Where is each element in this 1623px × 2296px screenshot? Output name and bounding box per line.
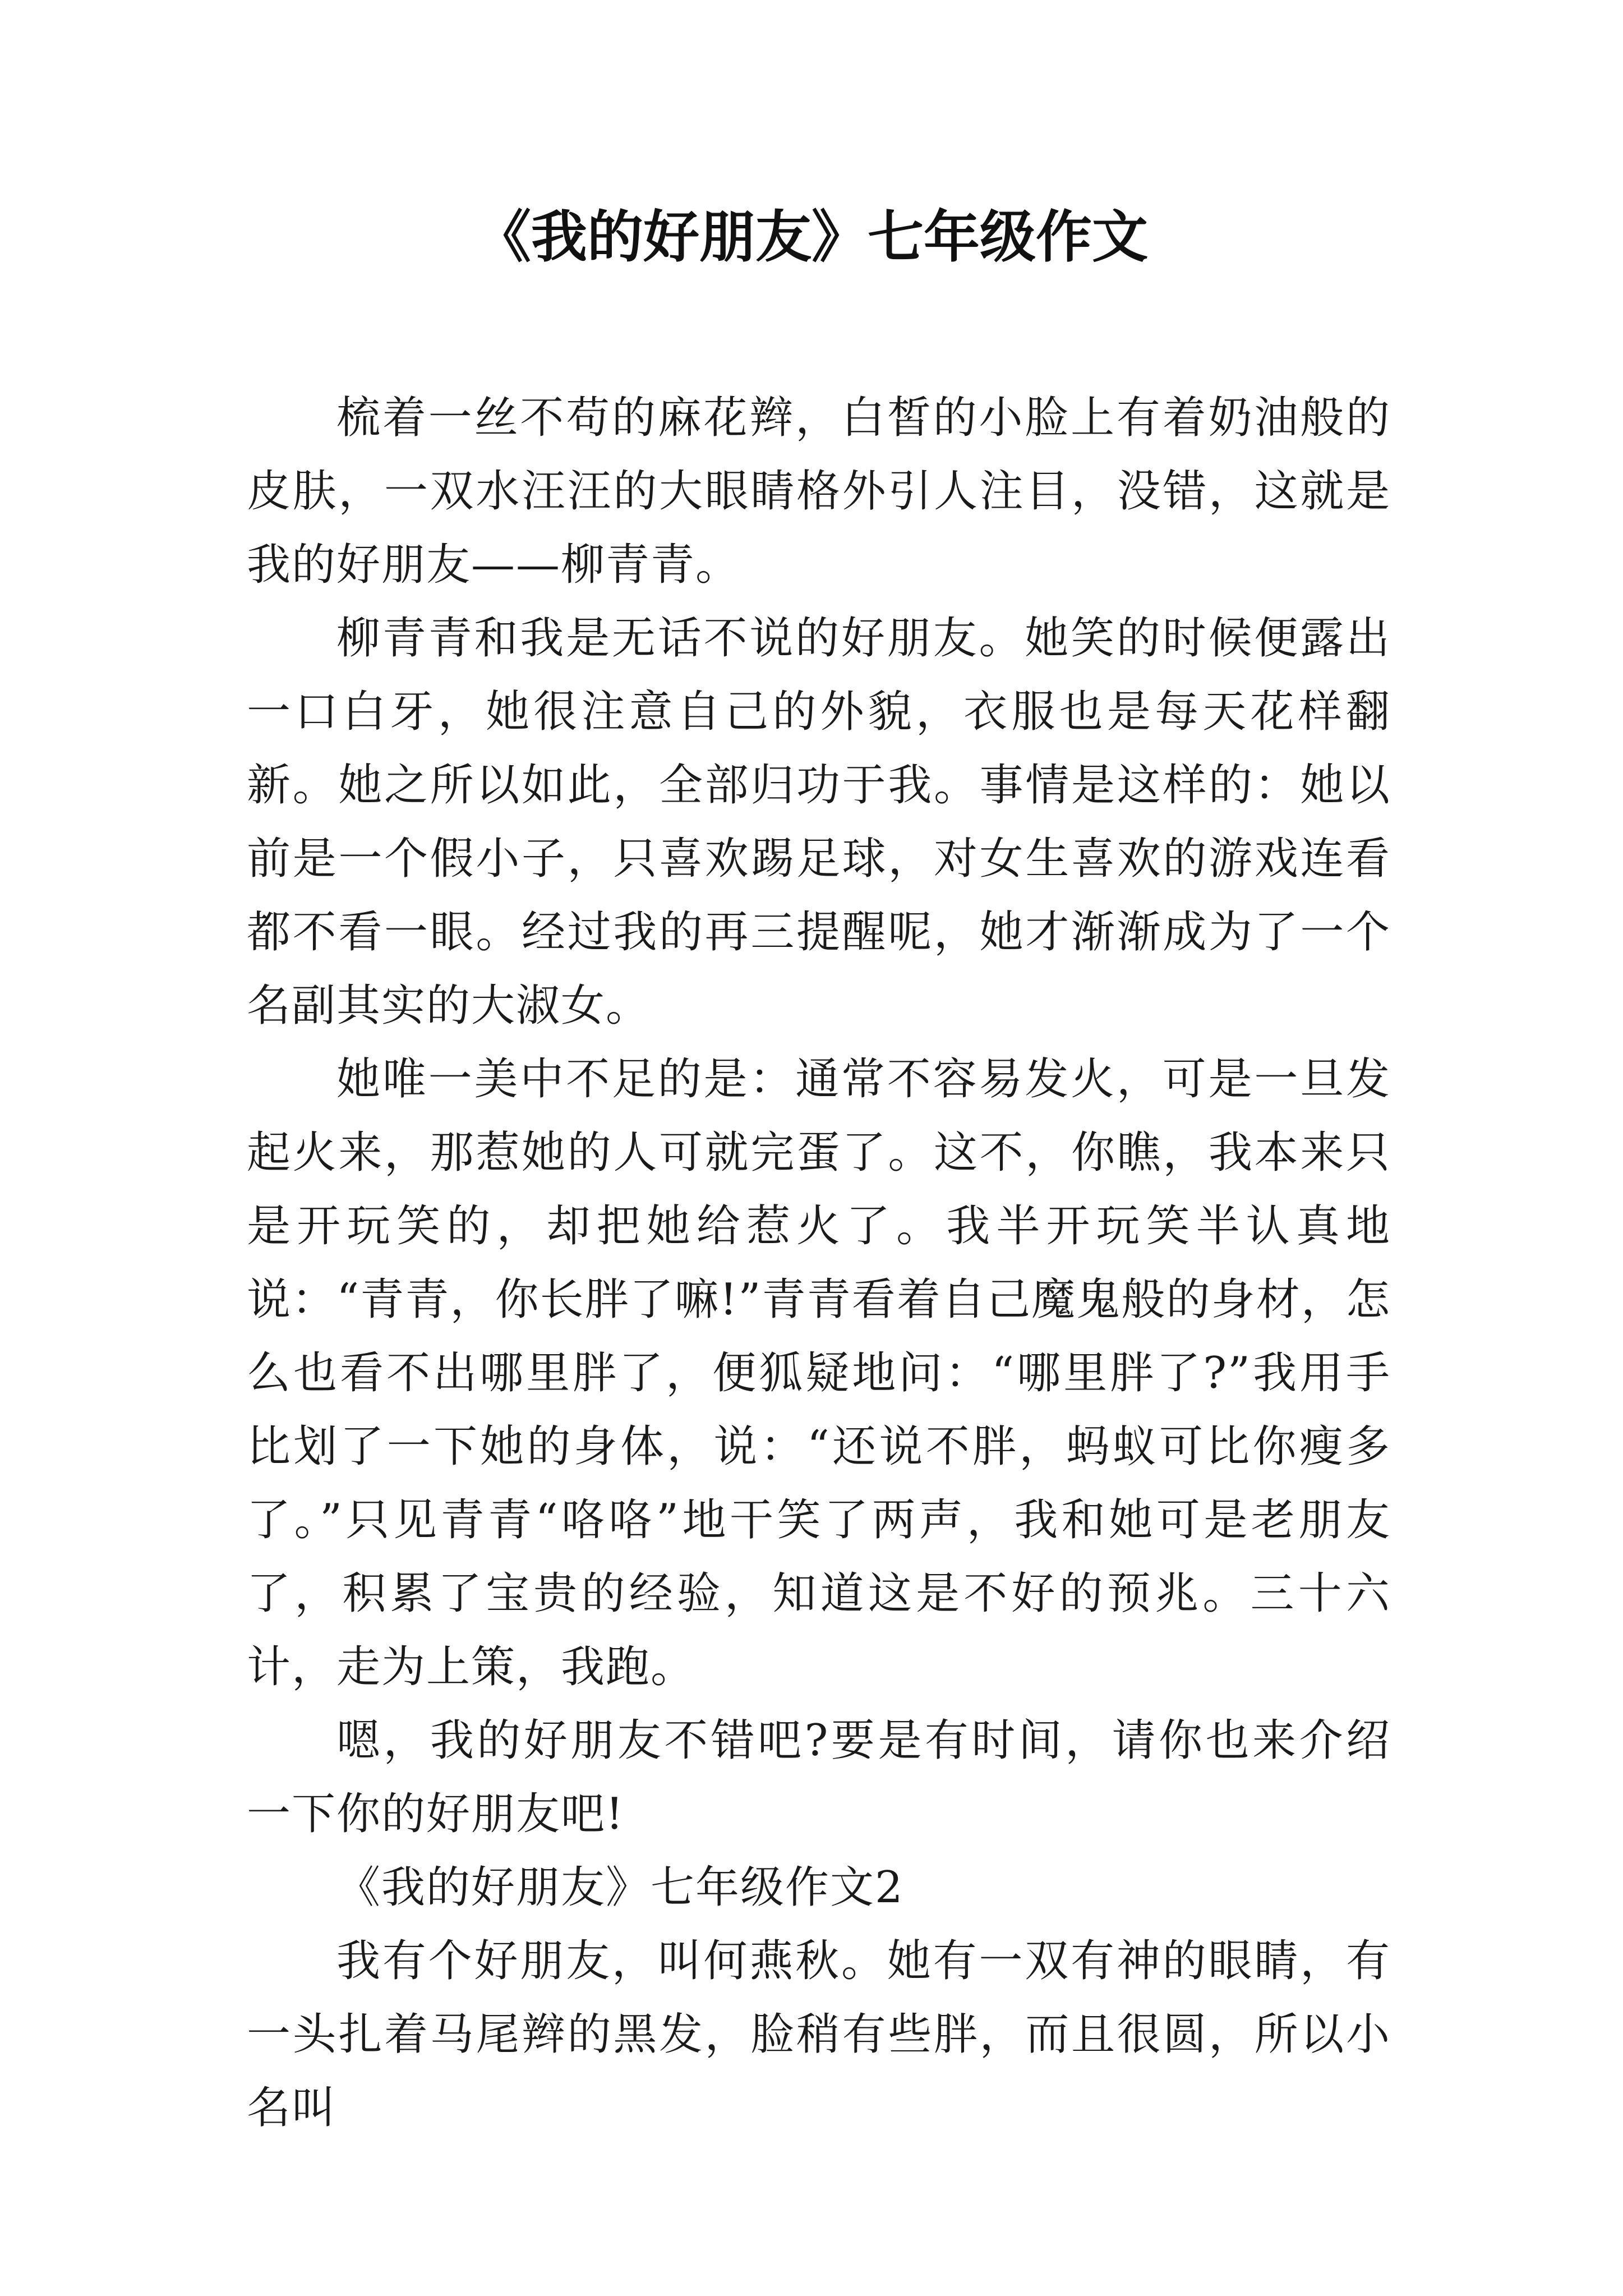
- paragraph: 她唯一美中不足的是：通常不容易发火，可是一旦发起火来，那惹她的人可就完蛋了。这不，你瞧，我本来只是开玩笑的，却把她给惹火了。我半开玩笑半认真地说：“青青，你长胖了嘛!”青青看着自己魔鬼般的身材，怎么也看不出哪里胖了，便狐疑地问：“哪里胖了?”我用手比划了一下她的身体，说：“还说不胖，蚂蚁可比你瘦多了。”只见青青“咯咯”地干笑了两声，我和她可是老朋友了，积累了宝贵的经验，知道这是不好的预兆。三十六计，走为上策，我跑。: [247, 1054, 1391, 1692]
- document-title: 《我的好朋友》七年级作文: [475, 204, 1148, 270]
- paragraph: 梳着一丝不苟的麻花辫，白皙的小脸上有着奶油般的皮肤，一双水汪汪的大眼睛格外引人注目，没错，这就是我的好朋友——柳青青。: [247, 393, 1391, 590]
- section-heading: 《我的好朋友》七年级作文2: [336, 1862, 904, 1913]
- paragraph: 嗯，我的好朋友不错吧?要是有时间，请你也来介绍一下你的好朋友吧!: [247, 1715, 1391, 1839]
- paragraph: 我有个好朋友，叫何燕秋。她有一双有神的眼睛，有一头扎着马尾辫的黑发，脸稍有些胖，而且很圆，所以小名叫: [247, 1936, 1391, 2133]
- document-body: [247, 381, 1391, 2145]
- paragraph: 柳青青和我是无话不说的好朋友。她笑的时候便露出一口白牙，她很注意自己的外貌，衣服也是每天花样翻新。她之所以如此，全部归功于我。事情是这样的：她以前是一个假小子，只喜欢踢足球，对女生喜欢的游戏连看都不看一眼。经过我的再三提醒呢，她才渐渐成为了一个名副其实的大淑女。: [247, 613, 1391, 1031]
